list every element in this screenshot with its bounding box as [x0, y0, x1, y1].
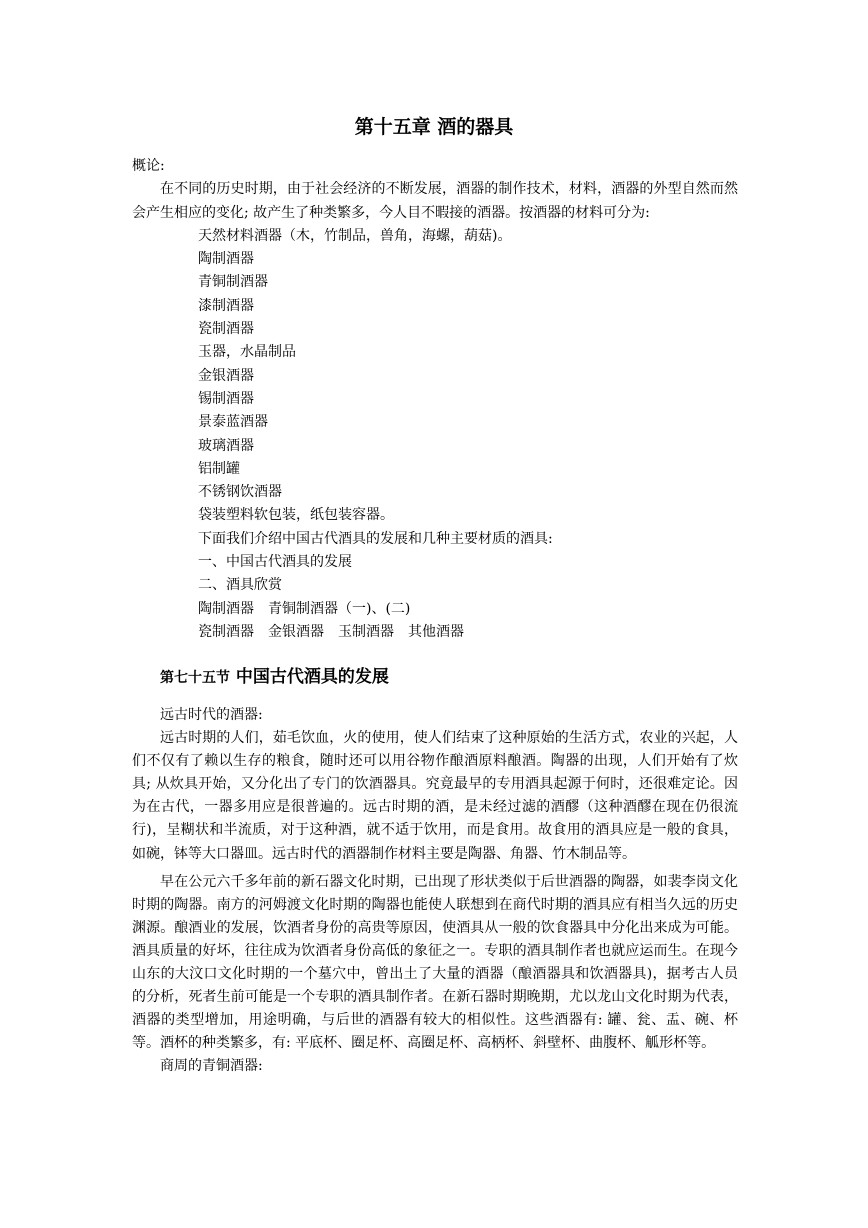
intro-block	[132, 155, 738, 644]
material-item: 青铜制酒器	[198, 274, 268, 291]
ancient-label: 远古时代的酒器:	[160, 707, 263, 723]
neolithic-paragraph: 早在公元六千多年前的新石器文化时期，已出现了形状类似于后世酒器的陶器，如裴李岗文化时期的陶器。南方的河姆渡文化时期的陶器也能使人联想到在商代时期的酒具应有相当久远的历史渊源。酿酒业的发展，饮酒者身份的高贵等原因，使酒具从一般的饮食器具中分化出来成为可能。酒具质量的好坏，往往成为饮酒者身份高低的象征之一。专职的酒具制作者也就应运而生。在现今山东的大汶口文化时期的一个墓穴中，曾出土了大量的酒器（酿酒器具和饮酒器具)，据考古人员的分析，死者生前可能是一个专职的酒具制作者。在新石器时期晚期，尤以龙山文化时期为代表，酒器的类型增加，用途明确，与后世的酒器有较大的相似性。这些酒器有: 罐、瓮、盂、碗、杯等。酒杯的种类繁多，有: 平底杯、圈足杯、高圈足杯、高柄杯、斜壁杯、曲腹杯、觚形杯等。	[132, 873, 738, 1052]
ancient-paragraph: 远古时期的人们，茹毛饮血，火的使用，使人们结束了这种原始的生活方式，农业的兴起，人们不仅有了赖以生存的粮食，随时还可以用谷物作酿酒原料酿酒。陶器的出现，人们开始有了炊具; 从炊具开始，又分化出了专门的饮酒器具。究竟最早的专用酒具起源于何时，还很难定论。因为在古代，一器多用应是很普遍的。远古时期的酒，是未经过滤的酒醪（这种酒醪在现在仍很流行)，呈糊状和半流质，对于这种酒，就不适于饮用，而是食用。故食用的酒具应是一般的食具，如碗，钵等大口器皿。远古时代的酒器制作材料主要是陶器、角器、竹木制品等。	[132, 730, 738, 862]
material-item: 瓷制酒器	[198, 321, 254, 338]
outline-item: 陶制酒器 青铜制酒器（一)、(二)	[198, 600, 411, 617]
material-item: 天然材料酒器（木，竹制品，兽角，海螺，葫菇)。	[198, 227, 512, 244]
material-item: 陶制酒器	[198, 251, 254, 268]
material-item: 铝制罐	[198, 460, 240, 477]
material-item: 锡制酒器	[198, 390, 254, 407]
outline-item: 二、酒具欣赏	[198, 577, 282, 594]
section-number: 第七十五节	[160, 670, 230, 686]
intro-label: 概论:	[132, 158, 165, 174]
material-item: 景泰蓝酒器	[198, 414, 268, 431]
section-body	[132, 704, 738, 1079]
material-item: 不锈钢饮酒器	[198, 484, 282, 501]
material-item: 玉器，水晶制品	[198, 344, 296, 361]
material-item: 袋装塑料软包装，纸包装容器。	[198, 507, 394, 524]
material-item: 玻璃酒器	[198, 437, 254, 454]
section-title-text: 中国古代酒具的发展	[235, 667, 389, 687]
intro-paragraph: 在不同的历史时期，由于社会经济的不断发展，酒器的制作技术，材料，酒器的外型自然而然会产生相应的变化; 故产生了种类繁多，今人目不暇接的酒器。按酒器的材料可分为:	[132, 181, 738, 221]
outline-item: 瓷制酒器 金银酒器 玉制酒器 其他酒器	[198, 623, 464, 640]
outline-item: 一、中国古代酒具的发展	[198, 554, 352, 571]
chapter-title: 第十五章 酒的器具	[354, 116, 514, 138]
section-title	[160, 664, 389, 691]
material-item: 漆制酒器	[198, 297, 254, 314]
intro-next: 下面我们介绍中国古代酒具的发展和几种主要材质的酒具:	[198, 530, 553, 547]
material-item: 金银酒器	[198, 367, 254, 384]
shang-label: 商周的青铜酒器:	[160, 1058, 263, 1075]
